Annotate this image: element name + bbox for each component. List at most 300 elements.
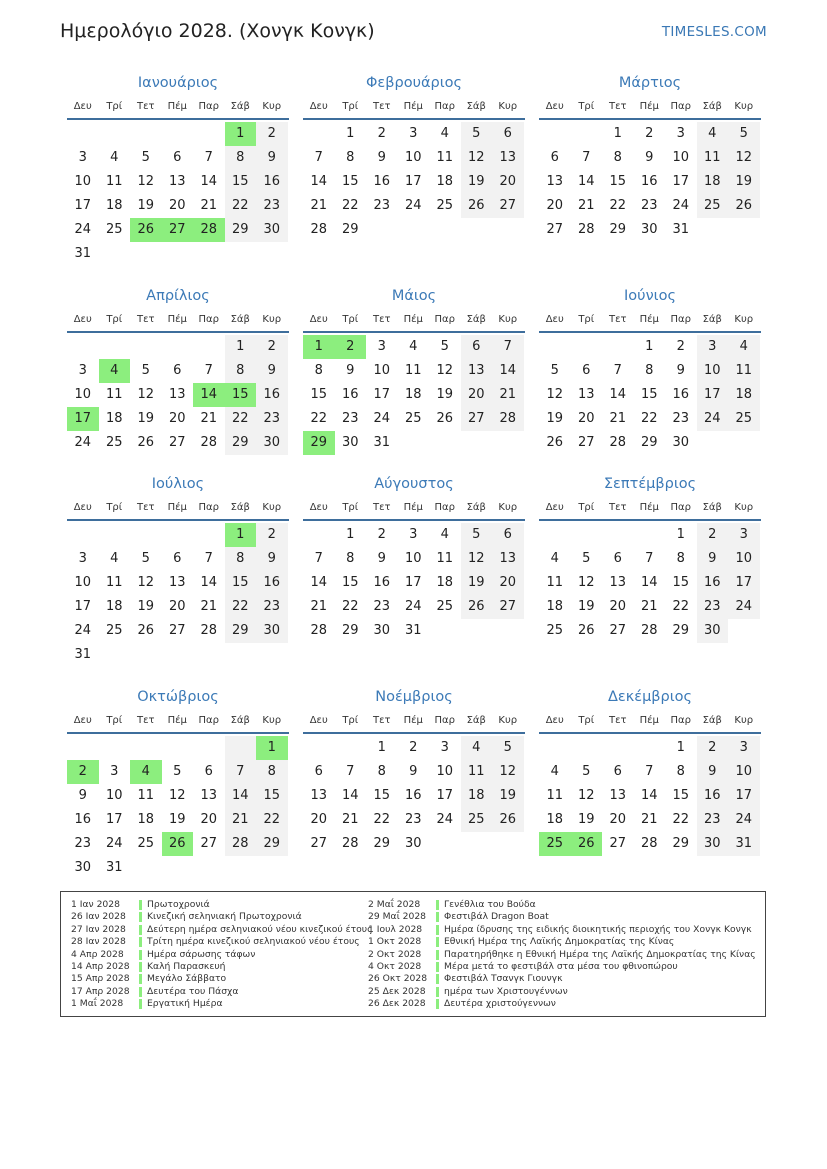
day-cell[interactable]: 15 [341,174,359,189]
day-cell[interactable]: 29 [303,431,335,455]
day-cell[interactable]: 7 [346,764,355,779]
day-cell[interactable]: 13 [168,387,186,402]
day-cell[interactable]: 29 [341,623,359,638]
day-cell[interactable]: 8 [346,551,355,566]
day-cell[interactable]: 28 [640,836,658,851]
day-cell[interactable]: 16 [640,174,658,189]
day-cell[interactable]: 15 [672,575,690,590]
day-cell[interactable]: 10 [728,547,760,571]
day-cell[interactable]: 17 [105,812,123,827]
day-cell[interactable]: 13 [310,788,328,803]
day-cell[interactable]: 24 [373,411,391,426]
day-cell[interactable]: 18 [461,784,493,808]
day-cell[interactable]: 30 [341,435,359,450]
day-cell[interactable]: 17 [728,571,760,595]
day-cell[interactable]: 27 [310,836,328,851]
day-cell[interactable]: 5 [582,551,591,566]
day-cell[interactable]: 20 [492,170,524,194]
day-cell[interactable]: 12 [137,174,155,189]
day-cell[interactable]: 22 [672,599,690,614]
day-cell[interactable]: 5 [141,363,150,378]
day-cell[interactable]: 27 [609,623,627,638]
day-cell[interactable]: 20 [609,812,627,827]
day-cell[interactable]: 30 [74,860,92,875]
day-cell[interactable]: 9 [409,764,418,779]
day-cell[interactable]: 10 [74,575,92,590]
day-cell[interactable]: 15 [225,383,257,407]
day-cell[interactable]: 30 [672,435,690,450]
day-cell[interactable]: 20 [168,599,186,614]
day-cell[interactable]: 17 [404,575,422,590]
day-cell[interactable]: 4 [550,551,559,566]
day-cell[interactable]: 27 [168,435,186,450]
day-cell[interactable]: 30 [256,431,288,455]
day-cell[interactable]: 26 [571,832,603,856]
day-cell[interactable]: 28 [200,623,218,638]
day-cell[interactable]: 13 [492,547,524,571]
day-cell[interactable]: 5 [728,122,760,146]
day-cell[interactable]: 5 [461,122,493,146]
day-cell[interactable]: 27 [168,623,186,638]
day-cell[interactable]: 22 [225,407,257,431]
day-cell[interactable]: 23 [256,407,288,431]
day-cell[interactable]: 12 [168,788,186,803]
day-cell[interactable]: 3 [78,150,87,165]
day-cell[interactable]: 1 [676,740,685,755]
day-cell[interactable]: 14 [193,383,225,407]
day-cell[interactable]: 7 [225,760,257,784]
day-cell[interactable]: 9 [645,150,654,165]
day-cell[interactable]: 8 [225,146,257,170]
day-cell[interactable]: 3 [409,527,418,542]
day-cell[interactable]: 5 [492,736,524,760]
day-cell[interactable]: 24 [728,595,760,619]
day-cell[interactable]: 25 [105,623,123,638]
day-cell[interactable]: 25 [404,411,422,426]
day-cell[interactable]: 1 [346,527,355,542]
day-cell[interactable]: 3 [377,339,386,354]
day-cell[interactable]: 23 [404,812,422,827]
day-cell[interactable]: 13 [609,788,627,803]
day-cell[interactable]: 31 [74,647,92,662]
day-cell[interactable]: 23 [341,411,359,426]
day-cell[interactable]: 5 [550,363,559,378]
day-cell[interactable]: 29 [609,222,627,237]
day-cell[interactable]: 9 [256,359,288,383]
day-cell[interactable]: 8 [225,359,257,383]
day-cell[interactable]: 12 [577,788,595,803]
day-cell[interactable]: 18 [137,812,155,827]
day-cell[interactable]: 5 [173,764,182,779]
day-cell[interactable]: 4 [99,359,131,383]
day-cell[interactable]: 26 [137,435,155,450]
day-cell[interactable]: 18 [546,599,564,614]
day-cell[interactable]: 29 [672,623,690,638]
day-cell[interactable]: 17 [728,784,760,808]
day-cell[interactable]: 11 [697,146,729,170]
day-cell[interactable]: 3 [728,523,760,547]
day-cell[interactable]: 11 [461,760,493,784]
day-cell[interactable]: 20 [546,198,564,213]
day-cell[interactable]: 23 [74,836,92,851]
day-cell[interactable]: 4 [409,339,418,354]
day-cell[interactable]: 17 [672,174,690,189]
day-cell[interactable]: 5 [141,150,150,165]
day-cell[interactable]: 28 [193,218,225,242]
day-cell[interactable]: 8 [314,363,323,378]
day-cell[interactable]: 4 [697,122,729,146]
day-cell[interactable]: 28 [310,623,328,638]
day-cell[interactable]: 11 [137,788,155,803]
day-cell[interactable]: 20 [200,812,218,827]
day-cell[interactable]: 9 [676,363,685,378]
day-cell[interactable]: 19 [461,571,493,595]
day-cell[interactable]: 11 [436,551,454,566]
day-cell[interactable]: 12 [137,575,155,590]
day-cell[interactable]: 17 [404,174,422,189]
day-cell[interactable]: 25 [697,194,729,218]
day-cell[interactable]: 22 [341,198,359,213]
day-cell[interactable]: 12 [728,146,760,170]
day-cell[interactable]: 7 [314,150,323,165]
day-cell[interactable]: 1 [256,736,288,760]
day-cell[interactable]: 11 [728,359,760,383]
day-cell[interactable]: 14 [609,387,627,402]
day-cell[interactable]: 2 [697,736,729,760]
day-cell[interactable]: 26 [492,808,524,832]
day-cell[interactable]: 26 [137,623,155,638]
day-cell[interactable]: 1 [225,335,257,359]
day-cell[interactable]: 17 [436,788,454,803]
day-cell[interactable]: 2 [697,523,729,547]
day-cell[interactable]: 23 [697,595,729,619]
day-cell[interactable]: 19 [461,170,493,194]
day-cell[interactable]: 31 [373,435,391,450]
day-cell[interactable]: 23 [640,198,658,213]
day-cell[interactable]: 21 [200,411,218,426]
day-cell[interactable]: 31 [404,623,422,638]
day-cell[interactable]: 29 [373,836,391,851]
day-cell[interactable]: 22 [609,198,627,213]
day-cell[interactable]: 31 [74,246,92,261]
day-cell[interactable]: 1 [645,339,654,354]
day-cell[interactable]: 25 [728,407,760,431]
day-cell[interactable]: 17 [373,387,391,402]
day-cell[interactable]: 26 [461,595,493,619]
day-cell[interactable]: 3 [409,126,418,141]
day-cell[interactable]: 24 [672,198,690,213]
day-cell[interactable]: 8 [225,547,257,571]
day-cell[interactable]: 17 [74,599,92,614]
day-cell[interactable]: 7 [613,363,622,378]
day-cell[interactable]: 23 [672,411,690,426]
day-cell[interactable]: 2 [377,527,386,542]
day-cell[interactable]: 3 [676,126,685,141]
day-cell[interactable]: 29 [225,218,257,242]
day-cell[interactable]: 28 [341,836,359,851]
day-cell[interactable]: 19 [436,387,454,402]
day-cell[interactable]: 7 [314,551,323,566]
day-cell[interactable]: 27 [200,836,218,851]
day-cell[interactable]: 10 [373,363,391,378]
day-cell[interactable]: 18 [546,812,564,827]
day-cell[interactable]: 16 [404,788,422,803]
day-cell[interactable]: 31 [728,832,760,856]
day-cell[interactable]: 12 [577,575,595,590]
day-cell[interactable]: 15 [256,784,288,808]
day-cell[interactable]: 28 [225,832,257,856]
day-cell[interactable]: 26 [130,218,162,242]
day-cell[interactable]: 15 [310,387,328,402]
day-cell[interactable]: 17 [74,198,92,213]
day-cell[interactable]: 7 [645,551,654,566]
day-cell[interactable]: 21 [492,383,524,407]
day-cell[interactable]: 23 [256,194,288,218]
day-cell[interactable]: 11 [404,363,422,378]
day-cell[interactable]: 19 [137,411,155,426]
day-cell[interactable]: 25 [539,832,571,856]
day-cell[interactable]: 28 [577,222,595,237]
day-cell[interactable]: 1 [613,126,622,141]
day-cell[interactable]: 13 [492,146,524,170]
day-cell[interactable]: 4 [130,760,162,784]
day-cell[interactable]: 22 [225,194,257,218]
day-cell[interactable]: 15 [225,571,257,595]
day-cell[interactable]: 14 [577,174,595,189]
day-cell[interactable]: 12 [492,760,524,784]
day-cell[interactable]: 5 [461,523,493,547]
day-cell[interactable]: 18 [697,170,729,194]
day-cell[interactable]: 29 [672,836,690,851]
day-cell[interactable]: 26 [728,194,760,218]
day-cell[interactable]: 12 [461,547,493,571]
day-cell[interactable]: 20 [492,571,524,595]
day-cell[interactable]: 8 [645,363,654,378]
day-cell[interactable]: 9 [377,150,386,165]
day-cell[interactable]: 24 [105,836,123,851]
day-cell[interactable]: 22 [256,808,288,832]
day-cell[interactable]: 2 [409,740,418,755]
day-cell[interactable]: 4 [440,527,449,542]
day-cell[interactable]: 21 [341,812,359,827]
day-cell[interactable]: 3 [78,363,87,378]
brand-link[interactable]: TIMESLES.COM [661,24,767,40]
day-cell[interactable]: 27 [577,435,595,450]
day-cell[interactable]: 8 [613,150,622,165]
day-cell[interactable]: 23 [373,198,391,213]
day-cell[interactable]: 19 [137,599,155,614]
day-cell[interactable]: 18 [105,599,123,614]
day-cell[interactable]: 25 [105,222,123,237]
day-cell[interactable]: 11 [105,387,123,402]
day-cell[interactable]: 6 [173,363,182,378]
day-cell[interactable]: 19 [546,411,564,426]
day-cell[interactable]: 22 [341,599,359,614]
day-cell[interactable]: 9 [78,788,87,803]
day-cell[interactable]: 6 [492,523,524,547]
day-cell[interactable]: 20 [577,411,595,426]
day-cell[interactable]: 18 [105,411,123,426]
day-cell[interactable]: 3 [440,740,449,755]
day-cell[interactable]: 17 [697,383,729,407]
day-cell[interactable]: 31 [105,860,123,875]
day-cell[interactable]: 1 [346,126,355,141]
day-cell[interactable]: 10 [105,788,123,803]
day-cell[interactable]: 11 [436,150,454,165]
day-cell[interactable]: 13 [461,359,493,383]
day-cell[interactable]: 6 [613,764,622,779]
day-cell[interactable]: 24 [436,812,454,827]
day-cell[interactable]: 19 [577,599,595,614]
day-cell[interactable]: 15 [341,575,359,590]
day-cell[interactable]: 14 [310,174,328,189]
day-cell[interactable]: 26 [577,623,595,638]
day-cell[interactable]: 27 [162,218,194,242]
day-cell[interactable]: 25 [546,623,564,638]
day-cell[interactable]: 14 [200,575,218,590]
day-cell[interactable]: 19 [492,784,524,808]
day-cell[interactable]: 14 [640,575,658,590]
day-cell[interactable]: 7 [492,335,524,359]
day-cell[interactable]: 26 [546,435,564,450]
day-cell[interactable]: 21 [310,198,328,213]
day-cell[interactable]: 4 [110,150,119,165]
day-cell[interactable]: 4 [110,551,119,566]
day-cell[interactable]: 20 [609,599,627,614]
day-cell[interactable]: 8 [676,551,685,566]
day-cell[interactable]: 10 [672,150,690,165]
day-cell[interactable]: 31 [672,222,690,237]
day-cell[interactable]: 27 [546,222,564,237]
day-cell[interactable]: 24 [74,623,92,638]
day-cell[interactable]: 16 [256,383,288,407]
day-cell[interactable]: 6 [613,551,622,566]
day-cell[interactable]: 27 [609,836,627,851]
day-cell[interactable]: 9 [697,547,729,571]
day-cell[interactable]: 24 [404,599,422,614]
day-cell[interactable]: 28 [492,407,524,431]
day-cell[interactable]: 3 [697,335,729,359]
day-cell[interactable]: 10 [697,359,729,383]
day-cell[interactable]: 7 [204,551,213,566]
day-cell[interactable]: 29 [640,435,658,450]
day-cell[interactable]: 27 [461,407,493,431]
day-cell[interactable]: 6 [492,122,524,146]
day-cell[interactable]: 24 [74,435,92,450]
day-cell[interactable]: 22 [672,812,690,827]
day-cell[interactable]: 21 [609,411,627,426]
day-cell[interactable]: 6 [314,764,323,779]
day-cell[interactable]: 30 [256,218,288,242]
day-cell[interactable]: 13 [200,788,218,803]
day-cell[interactable]: 10 [74,174,92,189]
day-cell[interactable]: 2 [256,122,288,146]
day-cell[interactable]: 8 [346,150,355,165]
day-cell[interactable]: 26 [436,411,454,426]
day-cell[interactable]: 6 [173,551,182,566]
day-cell[interactable]: 3 [728,736,760,760]
day-cell[interactable]: 2 [645,126,654,141]
day-cell[interactable]: 9 [697,760,729,784]
day-cell[interactable]: 6 [173,150,182,165]
day-cell[interactable]: 21 [577,198,595,213]
day-cell[interactable]: 3 [78,551,87,566]
day-cell[interactable]: 21 [640,599,658,614]
day-cell[interactable]: 20 [168,198,186,213]
day-cell[interactable]: 30 [404,836,422,851]
day-cell[interactable]: 7 [645,764,654,779]
day-cell[interactable]: 7 [582,150,591,165]
day-cell[interactable]: 2 [256,335,288,359]
day-cell[interactable]: 2 [676,339,685,354]
day-cell[interactable]: 19 [168,812,186,827]
day-cell[interactable]: 10 [404,551,422,566]
day-cell[interactable]: 21 [200,198,218,213]
day-cell[interactable]: 2 [377,126,386,141]
day-cell[interactable]: 10 [728,760,760,784]
day-cell[interactable]: 18 [436,575,454,590]
day-cell[interactable]: 9 [377,551,386,566]
day-cell[interactable]: 18 [105,198,123,213]
day-cell[interactable]: 16 [697,784,729,808]
day-cell[interactable]: 6 [582,363,591,378]
day-cell[interactable]: 11 [105,174,123,189]
day-cell[interactable]: 15 [672,788,690,803]
day-cell[interactable]: 21 [310,599,328,614]
day-cell[interactable]: 24 [728,808,760,832]
day-cell[interactable]: 10 [404,150,422,165]
day-cell[interactable]: 15 [225,170,257,194]
day-cell[interactable]: 14 [200,174,218,189]
day-cell[interactable]: 25 [461,808,493,832]
day-cell[interactable]: 2 [256,523,288,547]
day-cell[interactable]: 20 [461,383,493,407]
day-cell[interactable]: 29 [341,222,359,237]
day-cell[interactable]: 16 [672,387,690,402]
day-cell[interactable]: 16 [74,812,92,827]
day-cell[interactable]: 5 [141,551,150,566]
day-cell[interactable]: 6 [204,764,213,779]
day-cell[interactable]: 1 [225,122,257,146]
day-cell[interactable]: 24 [404,198,422,213]
day-cell[interactable]: 4 [440,126,449,141]
day-cell[interactable]: 21 [225,808,257,832]
day-cell[interactable]: 16 [341,387,359,402]
day-cell[interactable]: 11 [105,575,123,590]
day-cell[interactable]: 25 [137,836,155,851]
day-cell[interactable]: 16 [697,571,729,595]
day-cell[interactable]: 28 [640,623,658,638]
day-cell[interactable]: 26 [461,194,493,218]
day-cell[interactable]: 28 [609,435,627,450]
day-cell[interactable]: 13 [546,174,564,189]
day-cell[interactable]: 3 [110,764,119,779]
day-cell[interactable]: 21 [640,812,658,827]
day-cell[interactable]: 1 [303,335,335,359]
day-cell[interactable]: 30 [697,832,729,856]
day-cell[interactable]: 14 [225,784,257,808]
day-cell[interactable]: 5 [582,764,591,779]
day-cell[interactable]: 24 [697,407,729,431]
day-cell[interactable]: 15 [373,788,391,803]
day-cell[interactable]: 9 [346,363,355,378]
day-cell[interactable]: 25 [105,435,123,450]
day-cell[interactable]: 29 [225,619,257,643]
day-cell[interactable]: 14 [492,359,524,383]
day-cell[interactable]: 28 [310,222,328,237]
day-cell[interactable]: 7 [204,363,213,378]
day-cell[interactable]: 18 [728,383,760,407]
